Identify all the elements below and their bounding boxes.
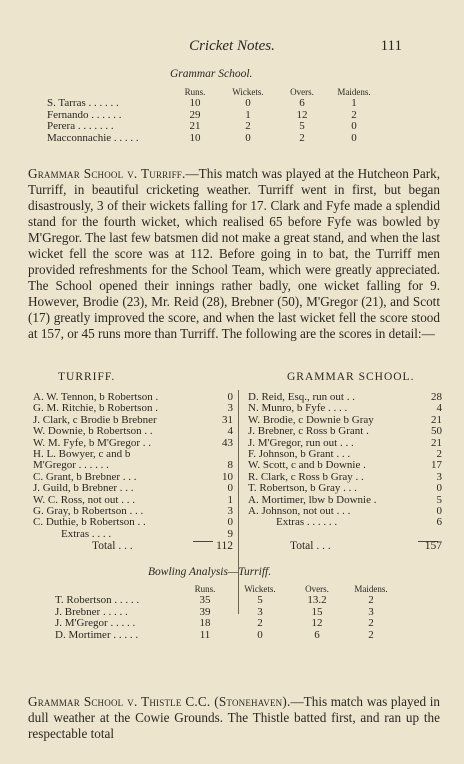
overs-cell: 2 bbox=[299, 131, 305, 144]
running-head-title: Cricket Notes. bbox=[189, 38, 275, 54]
match-report-body: —This match was played at the Hutcheon Park, Turriff, in beautiful cricketing weather. Turriff went in first, but began disastrously, 3 of their wickets falling for 17. Clark and Fyfe made a splendid stand for the fourth wicket, which realised 65 before Fyfe was bowled by M'Gregor. The last few batsmen did not make a great stand, and when the last wicket fell the score was at 112. Before going in to bat, the Turriff men provided refreshments for the School Team, which were greatly appreciated. The School opened their innings rather badly, one wicket falling for 9. However, Brodie (23), Mr. Reid (28), Brebner (50), M'Gregor (21), and Scott (17) greatly improved the score, and when the last wicket fell the score stood at 157, or 45 runs more than Turriff. The following are the scores in detail:— bbox=[28, 166, 440, 341]
match-heading: Grammar School v. Thistle C.C. (Stonehaven). bbox=[28, 694, 291, 709]
extras-score: 9 bbox=[227, 527, 233, 540]
table-row bbox=[55, 595, 395, 607]
overs-cell: 6 bbox=[314, 628, 320, 641]
overs-cell: 12 bbox=[311, 617, 323, 629]
batsman-score: 10 bbox=[222, 470, 233, 483]
batsman: C. Grant, b Brebner . . . bbox=[33, 470, 137, 483]
batsman-score: 8 bbox=[227, 459, 233, 472]
batsman-score: 21 bbox=[431, 436, 442, 449]
bowler-name: T. Robertson . . . . . bbox=[55, 594, 140, 606]
header-cell: Runs. bbox=[184, 86, 206, 97]
match-heading: Grammar School v. Turriff. bbox=[28, 166, 186, 181]
batsman: H. L. Bowyer, c and b bbox=[33, 447, 131, 460]
match-report-body: —This match was played in dull weather at the Cowie Grounds. The Thistle batted first, and ran up the respectable total bbox=[28, 694, 441, 741]
batsman-score: 3 bbox=[227, 402, 233, 415]
wickets-cell: 5 bbox=[257, 594, 263, 606]
bowler-name: S. Tarras . . . . . . bbox=[47, 97, 119, 109]
batsman-score: 3 bbox=[227, 504, 233, 517]
maidens-cell: 2 bbox=[368, 628, 374, 641]
batsman-score: 21 bbox=[431, 413, 442, 426]
total-value: 157 bbox=[424, 540, 442, 552]
extras-row bbox=[33, 529, 233, 540]
bowling-table-grammar-school bbox=[47, 85, 377, 144]
runs-cell: 29 bbox=[189, 108, 201, 121]
batsman: W. Downie, b Robertson . . bbox=[33, 425, 153, 438]
batsman: F. Johnson, b Grant . . . bbox=[248, 447, 351, 460]
batsman: A. W. Tennon, b Robertson . bbox=[33, 391, 159, 403]
turriff-batting-list bbox=[33, 392, 233, 540]
batsman-score: 0 bbox=[436, 482, 442, 495]
batsman-score: 5 bbox=[436, 493, 442, 506]
table-row bbox=[55, 630, 395, 642]
runs-cell: 21 bbox=[189, 120, 201, 132]
page-number: 111 bbox=[380, 38, 402, 54]
grammar-school-batting-list bbox=[248, 392, 442, 529]
header-cell: Overs. bbox=[305, 583, 329, 594]
bowler-name: J. Brebner . . . . . bbox=[55, 605, 128, 618]
batsman-score: 28 bbox=[431, 391, 442, 403]
bowling-caption-turriff: Bowling Analysis—Turriff. bbox=[148, 566, 272, 578]
wickets-cell: 0 bbox=[257, 628, 263, 641]
overs-cell: 5 bbox=[299, 120, 305, 132]
batsman: W. M. Fyfe, b M'Gregor . . bbox=[33, 436, 151, 449]
batsman: A. Johnson, not out . . . bbox=[248, 504, 351, 517]
batsman: G. Gray, b Robertson . . . bbox=[33, 504, 144, 517]
batsman: T. Robertson, b Gray . . . bbox=[248, 482, 357, 495]
wickets-cell: 2 bbox=[245, 120, 251, 132]
bowling-caption-grammar-school: Grammar School. bbox=[170, 68, 253, 80]
runs-cell: 11 bbox=[199, 628, 211, 641]
overs-cell: 15 bbox=[311, 605, 323, 618]
header-cell: Maidens. bbox=[337, 86, 371, 97]
batsman: J. Clark, c Brodie b Brebner bbox=[33, 413, 157, 426]
batsman-score: 0 bbox=[227, 482, 233, 495]
maidens-cell: 3 bbox=[368, 605, 374, 618]
batsman: C. Duthie, b Robertson . . bbox=[33, 516, 146, 529]
team-heading-grammar-school: GRAMMAR SCHOOL. bbox=[287, 371, 415, 383]
total-value: 112 bbox=[216, 540, 233, 552]
batting-row bbox=[33, 517, 233, 528]
wickets-cell: 2 bbox=[257, 617, 263, 629]
batsman: G. M. Ritchie, b Robertson . bbox=[33, 402, 158, 415]
batsman-score: 0 bbox=[227, 516, 233, 529]
extras-label: Extras . . . . bbox=[61, 527, 112, 540]
header-cell: Maidens. bbox=[354, 583, 388, 594]
batsman-score: 3 bbox=[436, 470, 442, 483]
wickets-cell: 1 bbox=[245, 108, 251, 121]
match-report-thistle bbox=[28, 694, 440, 742]
bowler-name: Perera . . . . . . . bbox=[47, 120, 114, 132]
batsman: A. Mortimer, lbw b Downie . bbox=[248, 493, 377, 506]
maidens-cell: 0 bbox=[351, 131, 357, 144]
maidens-cell: 2 bbox=[368, 594, 374, 606]
bowler-name: D. Mortimer . . . . . bbox=[55, 628, 139, 641]
batsman-score: 1 bbox=[227, 493, 233, 506]
total-row-turriff bbox=[92, 540, 233, 552]
batsman-score: 43 bbox=[222, 436, 233, 449]
wickets-cell: 0 bbox=[245, 97, 251, 109]
batting-row bbox=[248, 483, 442, 494]
batsman-score: 2 bbox=[436, 447, 442, 460]
batsman-score: 4 bbox=[227, 425, 233, 438]
batsman: D. Reid, Esq., run out . . bbox=[248, 391, 355, 403]
batting-row bbox=[33, 483, 233, 494]
runs-cell: 10 bbox=[189, 97, 201, 109]
extras-score: 6 bbox=[436, 516, 442, 529]
runs-cell: 10 bbox=[189, 131, 201, 144]
batsman-score: 0 bbox=[227, 391, 233, 403]
header-cell: Wickets. bbox=[232, 86, 264, 97]
bowler-name: Fernando . . . . . . bbox=[47, 108, 122, 121]
bowler-name: J. M'Gregor . . . . . bbox=[55, 617, 136, 629]
batsman-score: 4 bbox=[436, 402, 442, 415]
total-row-grammar-school bbox=[290, 540, 442, 552]
extras-label: Extras . . . . . . bbox=[276, 516, 338, 529]
batsman: M'Gregor . . . . . . bbox=[33, 459, 109, 472]
batsman-score: 31 bbox=[222, 413, 233, 426]
wickets-cell: 3 bbox=[257, 605, 263, 618]
table-row bbox=[55, 618, 395, 630]
batsman-score: 17 bbox=[431, 459, 442, 472]
batsman: W. Brodie, c Downie b Gray bbox=[248, 413, 374, 426]
maidens-cell: 0 bbox=[351, 120, 357, 132]
batsman: J. Guild, b Brebner . . . bbox=[33, 482, 134, 495]
batting-row bbox=[33, 426, 233, 437]
header-cell: Runs. bbox=[194, 583, 216, 594]
overs-cell: 12 bbox=[296, 108, 308, 121]
column-divider bbox=[238, 390, 239, 614]
batsman: J. Brebner, c Ross b Grant . bbox=[248, 425, 369, 438]
batsman: J. M'Gregor, run out . . . bbox=[248, 436, 354, 449]
extras-row bbox=[248, 517, 442, 528]
runs-cell: 18 bbox=[199, 617, 211, 629]
runs-cell: 39 bbox=[199, 605, 211, 618]
batsman-score: 50 bbox=[431, 425, 442, 438]
maidens-cell: 2 bbox=[368, 617, 374, 629]
batsman: W. Scott, c and b Downie . bbox=[248, 459, 366, 472]
header-cell: Wickets. bbox=[244, 583, 276, 594]
maidens-cell: 1 bbox=[351, 97, 357, 109]
bowling-table-turriff bbox=[55, 582, 395, 641]
overs-cell: 13.2 bbox=[307, 594, 327, 606]
batsman: N. Munro, b Fyfe . . . . bbox=[248, 402, 348, 415]
batsman-score: 0 bbox=[436, 504, 442, 517]
batsman: R. Clark, c Ross b Gray . . bbox=[248, 470, 364, 483]
team-heading-turriff: TURRIFF. bbox=[58, 371, 116, 383]
running-head bbox=[0, 38, 464, 58]
batsman: W. C. Ross, not out . . . bbox=[33, 493, 135, 506]
batting-row bbox=[248, 426, 442, 437]
table-row bbox=[47, 98, 377, 110]
wickets-cell: 0 bbox=[245, 131, 251, 144]
runs-cell: 35 bbox=[199, 594, 211, 606]
header-cell: Overs. bbox=[290, 86, 314, 97]
bowler-name: Macconnachie . . . . . bbox=[47, 131, 139, 144]
table-row bbox=[47, 121, 377, 133]
maidens-cell: 2 bbox=[351, 108, 357, 121]
match-report-turriff bbox=[28, 166, 440, 342]
total-label: Total . . . bbox=[290, 540, 331, 552]
overs-cell: 6 bbox=[299, 97, 305, 109]
table-row bbox=[47, 133, 377, 145]
total-label: Total . . . bbox=[92, 540, 133, 552]
